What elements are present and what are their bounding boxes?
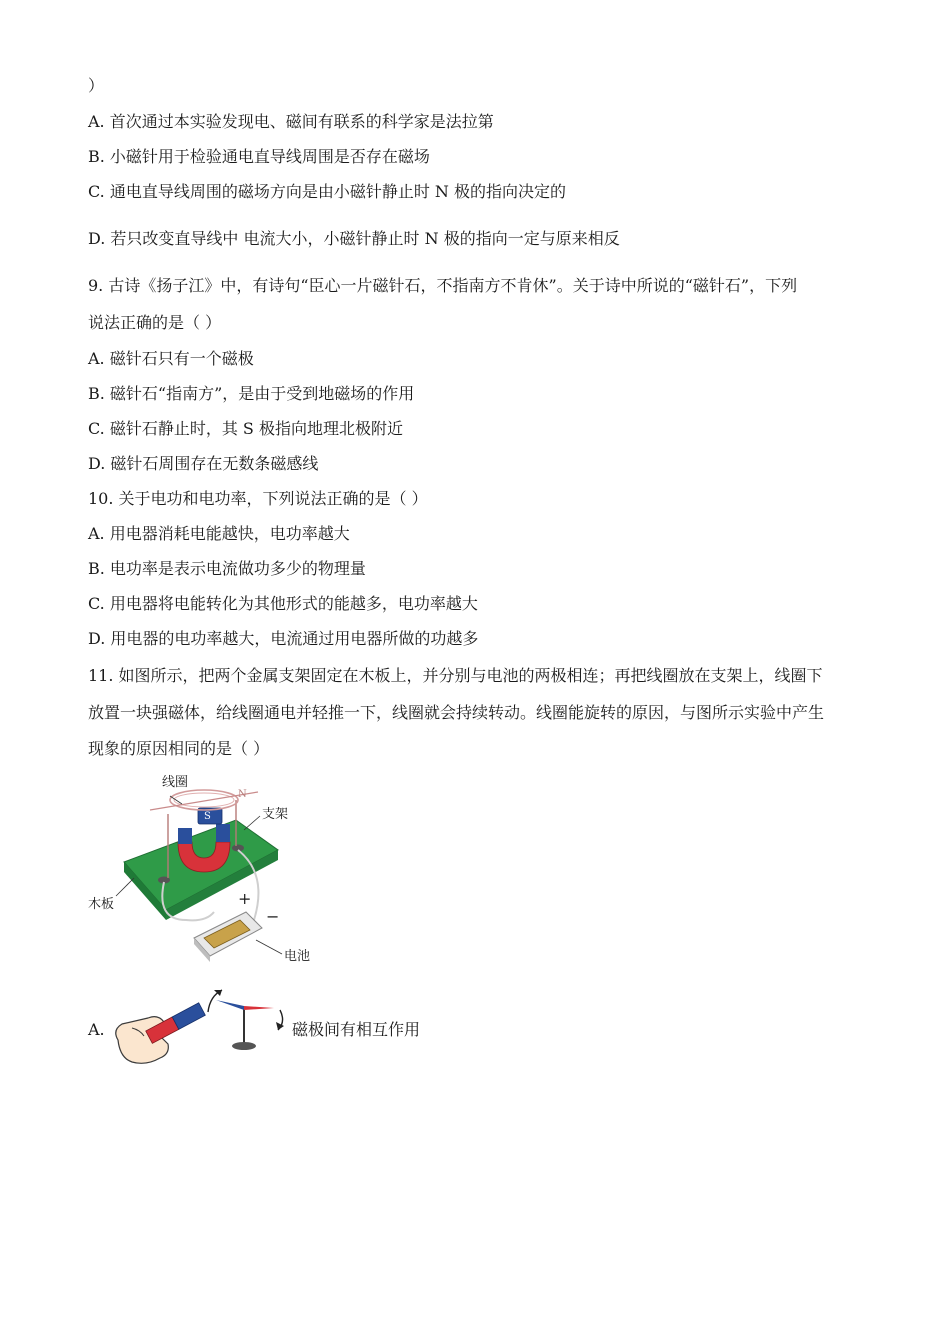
q9-stem-line1: 9. 古诗《扬子江》中，有诗句“臣心一片磁针石，不指南方不肯休”。关于诗中所说的“磁针石”，下列 [88, 276, 798, 295]
option-a-figure [110, 984, 294, 1070]
q9-option-b: B. 磁针石“指南方”，是由于受到地磁场的作用 [88, 384, 415, 403]
label-bracket: 支架 [262, 807, 289, 822]
q10-stem: 10. 关于电功和电功率，下列说法正确的是（ ） [88, 489, 428, 508]
label-coil: 线圈 [162, 775, 189, 790]
label-battery: 电池 [284, 949, 311, 964]
q11-stem-line1: 11. 如图所示，把两个金属支架固定在木板上，并分别与电池的两极相连；再把线圈放在支架上，线圈下 [88, 666, 823, 685]
label-magnet-s: S [204, 811, 211, 822]
q9-option-a: A. 磁针石只有一个磁极 [88, 349, 254, 368]
q8-option-b: B. 小磁针用于检验通电直导线周围是否存在磁场 [88, 147, 430, 166]
motor-apparatus-illustration [86, 770, 326, 970]
q10-option-a: A. 用电器消耗电能越快，电功率越大 [88, 524, 350, 543]
motor-figure [86, 770, 326, 970]
q9-option-d: D. 磁针石周围存在无数条磁感线 [88, 454, 319, 473]
q8-option-c: C. 通电直导线周围的磁场方向是由小磁针静止时 N 极的指向决定的 [88, 182, 567, 201]
q9-stem-line2: 说法正确的是（ ） [88, 313, 222, 332]
label-bracket-n: N [238, 789, 247, 800]
q11-option-a-letter: A. [88, 1020, 105, 1039]
q11-option-a-caption: 磁极间有相互作用 [292, 1020, 421, 1039]
q10-option-b: B. 电功率是表示电流做功多少的物理量 [88, 559, 366, 578]
label-minus: − [266, 907, 280, 926]
q10-option-d: D. 用电器的电功率越大，电流通过用电器所做的功越多 [88, 629, 479, 648]
q9-option-c: C. 磁针石静止时，其 S 极指向地理北极附近 [88, 419, 403, 438]
q8-stem-continuation: ） [88, 76, 105, 95]
label-board: 木板 [88, 897, 115, 912]
label-plus: + [238, 889, 252, 908]
q8-option-a: A. 首次通过本实验发现电、磁间有联系的科学家是法拉第 [88, 112, 494, 131]
q11-stem-line3: 现象的原因相同的是（ ） [88, 739, 270, 758]
q8-option-d: D. 若只改变直导线中 电流大小，小磁针静止时 N 极的指向一定与原来相反 [88, 229, 620, 248]
hand-magnet-compass-illustration [110, 984, 294, 1070]
q10-option-c: C. 用电器将电能转化为其他形式的能越多，电功率越大 [88, 594, 478, 613]
q11-stem-line2: 放置一块强磁体，给线圈通电并轻推一下，线圈就会持续转动。线圈能旋转的原因，与图所示实验中产生 [88, 703, 825, 722]
